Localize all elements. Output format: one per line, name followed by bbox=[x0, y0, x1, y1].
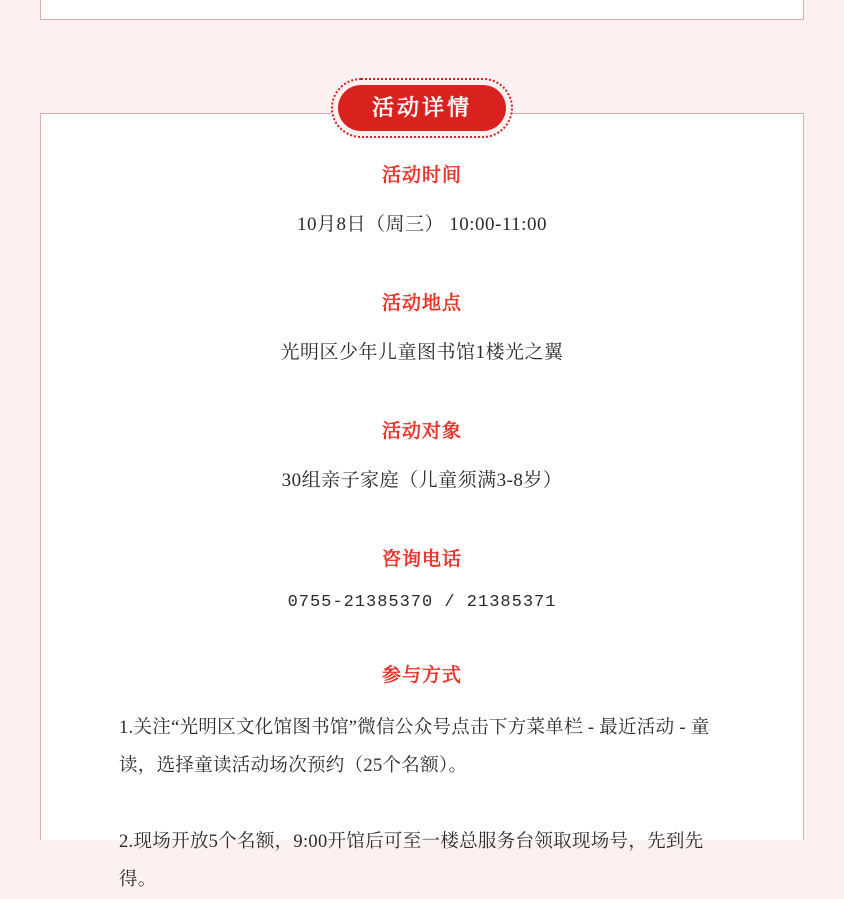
badge-dotted-ring bbox=[331, 78, 513, 138]
section-badge bbox=[0, 78, 844, 138]
section-participation bbox=[41, 660, 803, 899]
section-body: 光明区少年儿童图书馆1楼光之翼 bbox=[280, 342, 564, 363]
section-contact-phone bbox=[41, 544, 803, 612]
spacer bbox=[41, 364, 803, 416]
section-title: 咨询电话 bbox=[381, 549, 462, 570]
section-activity-place bbox=[41, 288, 803, 364]
section-activity-time bbox=[41, 160, 803, 236]
section-body: 10月8日（周三） 10:00-11:00 bbox=[297, 214, 547, 235]
section-title: 活动时间 bbox=[381, 165, 462, 186]
section-activity-audience bbox=[41, 416, 803, 492]
spacer bbox=[41, 492, 803, 544]
paragraph: 1.关注“光明区文化馆图书馆”微信公众号点击下方菜单栏 - 最近活动 - 童读，选择童读活动场次预约（25个名额）。 bbox=[119, 718, 710, 776]
spacer bbox=[41, 612, 803, 660]
section-title: 活动地点 bbox=[381, 293, 462, 314]
section-body: 30组亲子家庭（儿童须满3-8岁） bbox=[281, 470, 563, 491]
participation-paragraphs bbox=[41, 709, 803, 899]
section-body: 0755-21385370 / 21385371 bbox=[287, 593, 557, 612]
section-title: 参与方式 bbox=[381, 665, 462, 686]
detail-content bbox=[41, 114, 803, 899]
paragraph: 2.现场开放5个名额，9:00开馆后可至一楼总服务台领取现场号，先到先得。 bbox=[119, 832, 704, 890]
badge-label: 活动详情 bbox=[338, 85, 506, 131]
section-title: 活动对象 bbox=[381, 421, 462, 442]
top-partial-panel bbox=[40, 0, 804, 20]
spacer bbox=[41, 236, 803, 288]
